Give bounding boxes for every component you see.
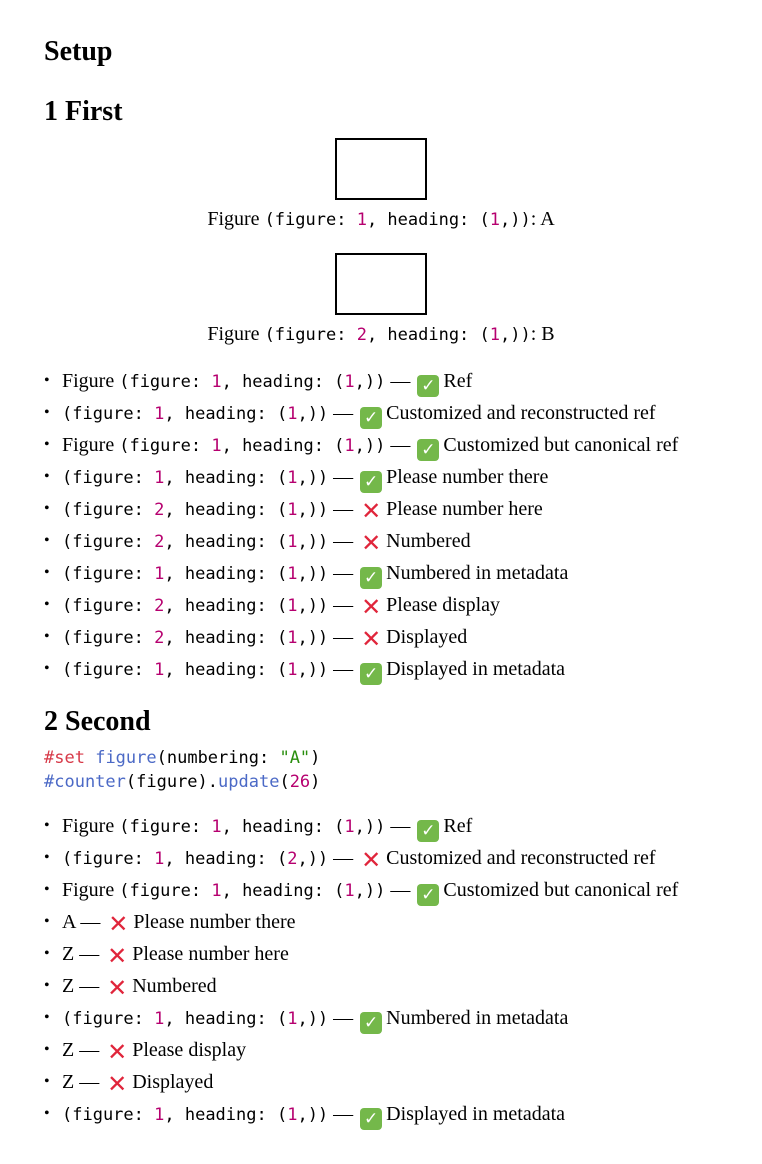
check-mark-icon: ✓ <box>360 407 382 429</box>
cross-mark-icon: ✕ <box>361 593 382 621</box>
item-code: (figure: 1, heading: (2,)) <box>62 849 329 869</box>
item-letter: A <box>62 911 76 933</box>
cross-mark-icon: ✕ <box>107 942 128 970</box>
item-dash: — <box>328 562 359 584</box>
list-item <box>44 1098 744 1130</box>
item-letter: Z <box>62 1071 75 1093</box>
item-text: Ref <box>443 815 473 837</box>
figure-caption: Figure (figure: 2, heading: (1,)): B <box>207 323 555 345</box>
item-dash: — <box>74 943 105 965</box>
list-item <box>44 429 744 461</box>
item-dash: — <box>328 1103 359 1125</box>
check-mark-icon: ✓ <box>417 375 439 397</box>
item-dash: — <box>385 879 416 901</box>
item-code: (figure: 1, heading: (1,)) <box>62 1105 329 1125</box>
item-dash: — <box>385 434 416 456</box>
item-code: (figure: 1, heading: (1,)) <box>62 564 329 584</box>
list-item <box>44 906 744 938</box>
results-list-second <box>44 810 744 1130</box>
list-item <box>44 938 744 970</box>
code-line-2: #counter(figure).update(26) <box>44 772 321 792</box>
figure-box <box>335 138 427 200</box>
item-text: Please display <box>386 594 501 616</box>
list-item <box>44 842 744 874</box>
check-mark-icon: ✓ <box>417 820 439 842</box>
figure-a <box>44 138 718 231</box>
list-item <box>44 525 744 557</box>
item-dash: — <box>328 466 359 488</box>
item-prefix: Figure <box>62 815 120 837</box>
item-dash: — <box>328 530 359 552</box>
item-code: (figure: 1, heading: (1,)) <box>119 372 386 392</box>
cross-mark-icon: ✕ <box>361 497 382 525</box>
item-code: (figure: 2, heading: (1,)) <box>62 500 329 520</box>
item-code: (figure: 2, heading: (1,)) <box>62 596 329 616</box>
item-text: Displayed <box>132 1071 214 1093</box>
item-code: (figure: 1, heading: (1,)) <box>62 1009 329 1029</box>
list-item <box>44 1066 744 1098</box>
item-dash: — <box>74 1071 105 1093</box>
item-code: (figure: 1, heading: (1,)) <box>119 881 386 901</box>
item-dash: — <box>328 847 359 869</box>
list-item <box>44 493 744 525</box>
item-text: Numbered in metadata <box>386 1007 569 1029</box>
item-dash: — <box>74 1039 105 1061</box>
item-text: Displayed in metadata <box>386 1103 565 1125</box>
item-code: (figure: 1, heading: (1,)) <box>62 404 329 424</box>
item-code: (figure: 1, heading: (1,)) <box>119 817 386 837</box>
item-dash: — <box>74 975 105 997</box>
item-text: Customized but canonical ref <box>443 434 679 456</box>
item-dash: — <box>328 626 359 648</box>
check-mark-icon: ✓ <box>360 1012 382 1034</box>
check-mark-icon: ✓ <box>360 1108 382 1130</box>
cross-mark-icon: ✕ <box>107 1070 128 1098</box>
item-dash: — <box>328 1007 359 1029</box>
item-text: Customized and reconstructed ref <box>386 847 656 869</box>
item-text: Please number here <box>132 943 289 965</box>
item-dash: — <box>328 594 359 616</box>
list-item <box>44 365 744 397</box>
list-item <box>44 461 744 493</box>
list-item <box>44 589 744 621</box>
item-text: Numbered <box>386 530 471 552</box>
list-item <box>44 1034 744 1066</box>
figure-box <box>335 253 427 315</box>
item-letter: Z <box>62 943 75 965</box>
item-text: Please number there <box>386 466 549 488</box>
item-text: Displayed in metadata <box>386 658 565 680</box>
list-item <box>44 621 744 653</box>
item-code: (figure: 1, heading: (1,)) <box>62 660 329 680</box>
item-prefix: Figure <box>62 370 120 392</box>
code-line-1: #set figure(numbering: "A") <box>44 748 321 768</box>
cross-mark-icon: ✕ <box>108 910 129 938</box>
item-dash: — <box>328 658 359 680</box>
check-mark-icon: ✓ <box>417 439 439 461</box>
item-code: (figure: 2, heading: (1,)) <box>62 628 329 648</box>
item-dash: — <box>75 911 106 933</box>
item-letter: Z <box>62 1039 75 1061</box>
list-item <box>44 810 744 842</box>
item-dash: — <box>328 498 359 520</box>
check-mark-icon: ✓ <box>417 884 439 906</box>
cross-mark-icon: ✕ <box>361 529 382 557</box>
check-mark-icon: ✓ <box>360 663 382 685</box>
item-prefix: Figure <box>62 434 120 456</box>
cross-mark-icon: ✕ <box>361 625 382 653</box>
item-text: Customized but canonical ref <box>443 879 679 901</box>
item-code: (figure: 2, heading: (1,)) <box>62 532 329 552</box>
figure-caption: Figure (figure: 1, heading: (1,)): A <box>207 208 555 230</box>
list-item <box>44 874 744 906</box>
cross-mark-icon: ✕ <box>361 846 382 874</box>
results-list-first <box>44 365 744 685</box>
list-item <box>44 557 744 589</box>
figure-b <box>44 253 718 346</box>
section-heading-second: 2 Second <box>44 706 151 737</box>
item-text: Numbered <box>132 975 217 997</box>
cross-mark-icon: ✕ <box>107 1038 128 1066</box>
item-dash: — <box>385 815 416 837</box>
section-heading-first: 1 First <box>44 96 123 127</box>
item-text: Ref <box>443 370 473 392</box>
item-code: (figure: 1, heading: (1,)) <box>119 436 386 456</box>
item-text: Displayed <box>386 626 468 648</box>
list-item <box>44 397 744 429</box>
check-mark-icon: ✓ <box>360 567 382 589</box>
item-dash: — <box>328 402 359 424</box>
list-item <box>44 970 744 1002</box>
item-letter: Z <box>62 975 75 997</box>
code-block <box>44 746 320 794</box>
item-text: Numbered in metadata <box>386 562 569 584</box>
cross-mark-icon: ✕ <box>107 974 128 1002</box>
item-text: Customized and reconstructed ref <box>386 402 656 424</box>
item-text: Please display <box>132 1039 247 1061</box>
item-code: (figure: 1, heading: (1,)) <box>62 468 329 488</box>
item-text: Please number here <box>386 498 543 520</box>
list-item <box>44 1002 744 1034</box>
check-mark-icon: ✓ <box>360 471 382 493</box>
setup-title: Setup <box>44 36 113 67</box>
item-prefix: Figure <box>62 879 120 901</box>
item-text: Please number there <box>133 911 296 933</box>
item-dash: — <box>385 370 416 392</box>
list-item <box>44 653 744 685</box>
